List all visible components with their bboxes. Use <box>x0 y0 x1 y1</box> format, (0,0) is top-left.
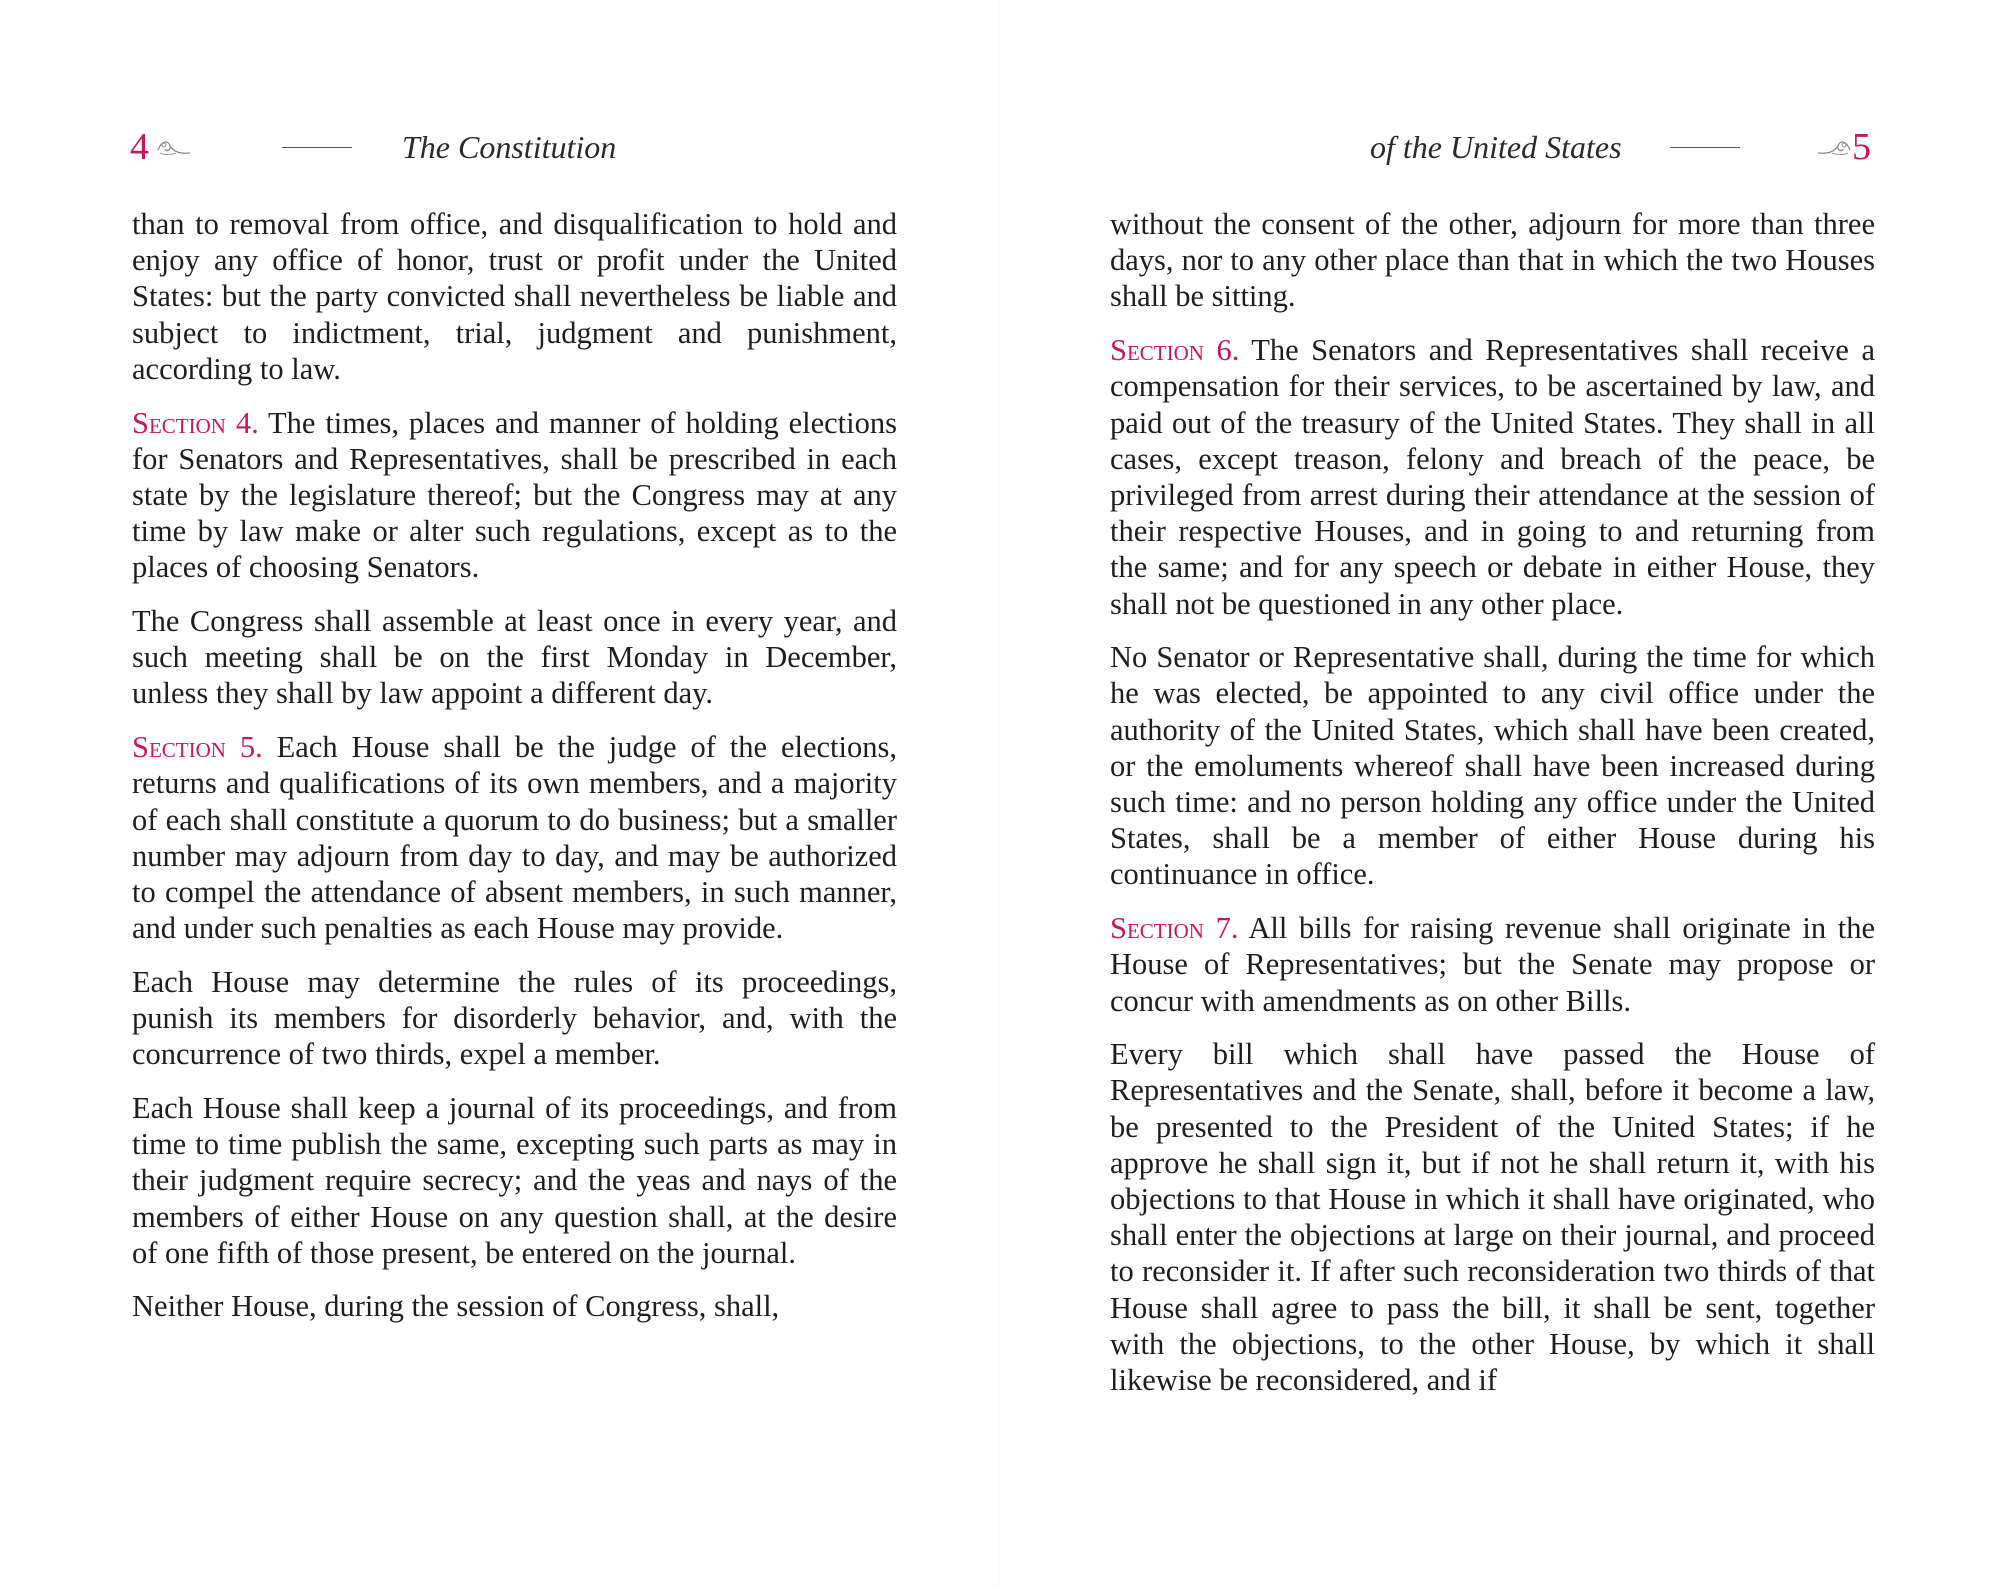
paragraph <box>1110 206 1875 315</box>
paragraph <box>132 206 897 387</box>
paragraph-text: Each House may determine the rules of its proceedings, punish its members for disorderly behavior, and, with the concurrence of two thirds, expel a member. <box>132 964 897 1072</box>
paragraph <box>132 964 897 1073</box>
page-number: 5 <box>1852 126 1871 168</box>
section-label: Section 5. <box>132 730 263 765</box>
paragraph <box>1110 332 1875 622</box>
paragraph <box>1110 1036 1875 1398</box>
paragraph <box>132 1090 897 1271</box>
header-rule <box>282 147 352 148</box>
paragraph-text: The Congress shall assemble at least once in every year, and such meeting shall be on the first Monday in December, unless they shall by law appoint a different day. <box>132 604 897 711</box>
paragraph-text: Each House shall keep a journal of its proceedings, and from time to time publish the same, excepting such parts as may in their judgment require secrecy; and the yeas and nays of the members of either House on any question shall, at the desire of one fifth of those present, be entered on the journal. <box>132 1090 897 1270</box>
header-rule <box>1670 147 1740 148</box>
left-page-header <box>0 122 1000 172</box>
paragraph-text: Neither House, during the session of Congress, shall, <box>132 1289 780 1324</box>
paragraph-text: Each House shall be the judge of the elections, returns and qualifications of its own members, and a majority of each shall constitute a quorum to do business; but a smaller number may adjourn from day to day, and may be authorized to compel the attendance of absent members, in such manner, and under such penalties as each House may provide. <box>132 730 898 946</box>
paragraph-text: The times, places and manner of holding elections for Senators and Representatives, shall be prescribed in each state by the legislature thereof; but the Congress may at any time by law make or alter such regulations, except as to the places of choosing Senators. <box>132 405 897 585</box>
paragraph <box>132 405 897 586</box>
paragraph <box>1110 639 1875 892</box>
section-label: Section 7. <box>1110 911 1239 946</box>
paragraph <box>132 729 897 946</box>
paragraph-text: without the consent of the other, adjourn for more than three days, nor to any other place than that in which the two Houses shall be sitting. <box>1110 207 1875 314</box>
flourish-ornament-icon <box>1816 136 1852 158</box>
paragraph-text: The Senators and Representatives shall receive a compensation for their services, to be ascertained by law, and paid out of the treasury of the United States. They shall in all cases, except treason, felony and breach of the peace, be privileged from arrest during their attendance at the session of their respective Houses, and in going to and returning from the same; and for any speech or debate in either House, they shall not be questioned in any other place. <box>1110 333 1875 621</box>
right-page-header <box>1000 122 2000 172</box>
page-number: 4 <box>130 126 149 168</box>
paragraph <box>132 603 897 712</box>
paragraph <box>132 1288 897 1324</box>
paragraph-text: than to removal from office, and disqualification to hold and enjoy any office of honor, trust or profit under the United States: but the party convicted shall nevertheless be liable and subject to indictment, trial, judgment and punishment, according to law. <box>132 207 897 386</box>
left-text-block <box>132 206 897 1342</box>
section-label: Section 4. <box>132 405 259 440</box>
paragraph-text: Every bill which shall have passed the House of Representatives and the Senate, shall, before it become a law, be presented to the President of the United States; if he approve he shall sign it, but if not he shall return it, with his objections to that House in which it shall have originated, who shall enter the objections at large on their journal, and proceed to reconsider it. If after such reconsideration two thirds of that House shall agree to pass the bill, it shall be sent, together with the objections, to the other House, by which it shall likewise be reconsidered, and if <box>1110 1037 1875 1398</box>
right-page <box>1000 0 2000 1588</box>
flourish-ornament-icon <box>156 136 192 158</box>
paragraph-text: All bills for raising revenue shall originate in the House of Representatives; but the Senate may propose or concur with amendments as on other Bills. <box>1110 911 1875 1018</box>
section-label: Section 6. <box>1110 333 1240 368</box>
running-head: of the United States <box>1370 129 1622 165</box>
right-text-block <box>1110 206 1875 1416</box>
running-head: The Constitution <box>402 129 617 165</box>
paragraph-text: No Senator or Representative shall, during the time for which he was elected, be appointed to any civil office under the authority of the United States, which shall have been created, or the emoluments whereof shall have been increased during such time: and no person holding any office under the United States, shall be a member of either House during his continuance in office. <box>1110 640 1875 892</box>
paragraph <box>1110 910 1875 1019</box>
